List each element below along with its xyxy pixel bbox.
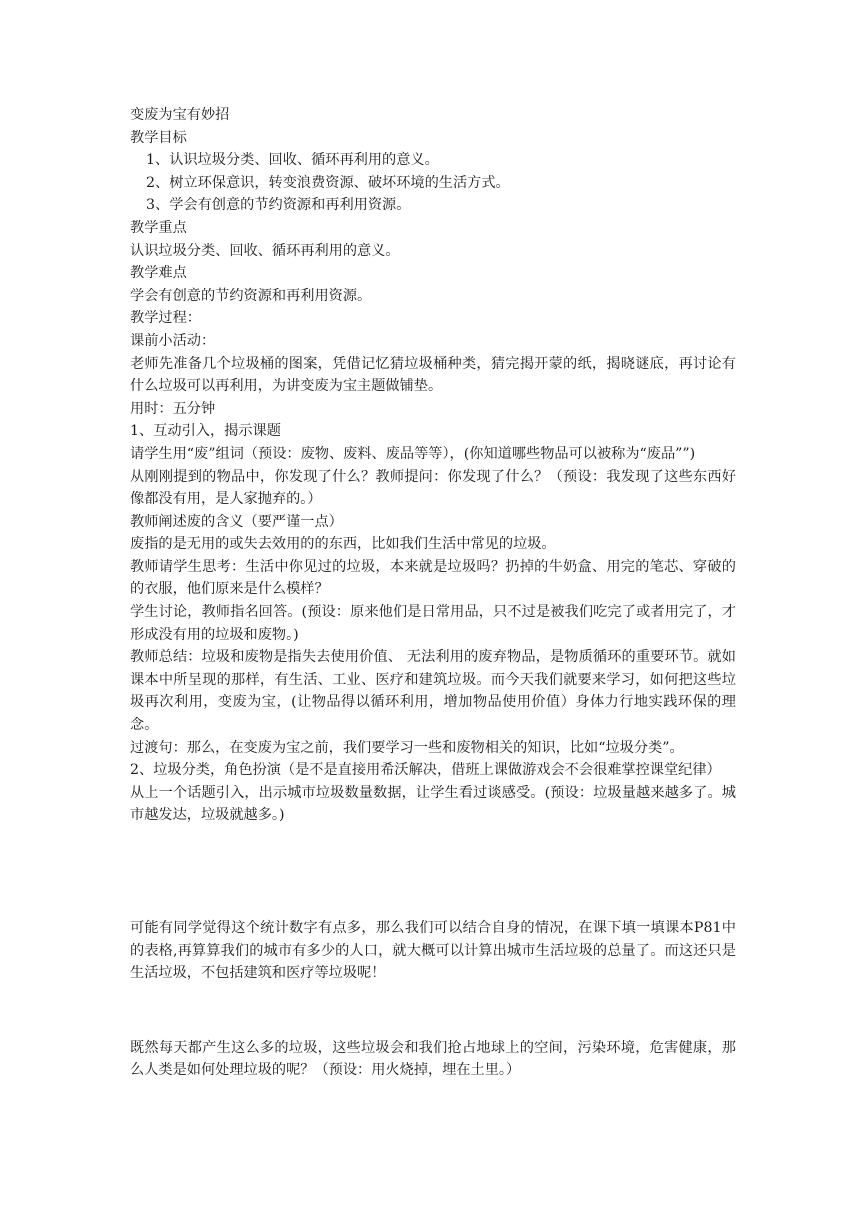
paragraph-3: 教师阐述废的含义（要严谨一点） [130,513,343,530]
blank-space [130,985,736,1037]
document-page [130,104,736,1082]
difficulty-heading: 教学难点 [130,265,187,282]
process-heading: 教学过程： [130,310,201,327]
paragraph-11: 既然每天都产生这么多的垃圾，这些垃圾会和我们抢占地球上的空间，污染环境，危害健康，那么人类是如何处理垃圾的呢？（预设：用火烧掉，埋在土里。） [130,1039,736,1079]
paragraph-9: 从上一个话题引入，出示城市垃圾数量数据，让学生看过谈感受。(预设：垃圾量越来越多了。城市越发达，垃圾就越多。) [130,784,736,824]
paragraph-10: 可能有同学觉得这个统计数字有点多，那么我们可以结合自身的情况，在课下填一填课本P81中的表格,再算算我们的城市有多少的人口，就大概可以计算出城市生活垃圾的总量了。而这还只是生活垃圾，不包括建筑和医疗等垃圾呢！ [130,920,736,982]
pre-activity-text: 老师先准备几个垃圾桶的图案，凭借记忆猜垃圾桶种类，猜完揭开蒙的纸，揭晓谜底，再讨论有什么垃圾可以再利用，为讲变废为宝主题做铺垫。 [130,355,736,395]
pre-activity-heading: 课前小活动： [130,332,216,349]
paragraph-5: 教师请学生思考：生活中你见过的垃圾，本来就是垃圾吗？扔掉的牛奶盒、用完的笔芯、穿破的的衣服，他们原来是什么模样？ [130,558,736,598]
goal-item-3: 3、学会有创意的节约资源和再利用资源。 [146,197,411,214]
goal-item-2: 2、树立环保意识，转变浪费资源、破坏环境的生活方式。 [146,174,510,191]
blank-space [130,827,736,917]
paragraph-4: 废指的是无用的或失去效用的的东西，比如我们生活中常见的垃圾。 [130,536,556,553]
goal-item-1: 1、认识垃圾分类、回收、循环再利用的意义。 [146,152,439,169]
paragraph-8: 过渡句：那么，在变废为宝之前，我们要学习一些和废物相关的知识，比如“垃圾分类”。 [130,739,684,756]
focus-text: 认识垃圾分类、回收、循环再利用的意义。 [130,242,400,259]
document-title: 变废为宝有妙招 [130,107,230,123]
paragraph-6: 学生讨论，教师指名回答。(预设：原来他们是日常用品，只不过是被我们吃完了或者用完了，才形成没有用的垃圾和废物。) [130,604,736,643]
section2-heading: 2、垃圾分类，角色扮演（是不是直接用希沃解决，借班上课做游戏会不会很难掌控课堂纪律） [130,762,721,779]
paragraph-1: 请学生用“废”组词（预设：废物、废料、废品等等），(你知道哪些物品可以被称为“废品””) [130,445,696,462]
time-text: 用时：五分钟 [130,400,216,417]
goals-heading: 教学目标 [130,129,187,146]
focus-heading: 教学重点 [130,219,187,236]
section1-heading: 1、互动引入，揭示课题 [130,423,281,440]
difficulty-text: 学会有创意的节约资源和再利用资源。 [130,287,372,304]
paragraph-7: 教师总结：垃圾和废物是指失去使用价值、 无法利用的废弃物品，是物质循环的重要环节。就如课本中所呈现的那样，有生活、工业、医疗和建筑垃圾。而今天我们就要来学习，如何把这些垃圾再次利用，变废为宝，(让物品得以循环利用，增加物品使用价值）身体力行地实践环保的理念。 [130,649,736,734]
paragraph-2: 从刚刚提到的物品中，你发现了什么？教师提问：你发现了什么？（预设：我发现了这些东西好像都没有用，是人家抛弃的。） [130,468,736,508]
